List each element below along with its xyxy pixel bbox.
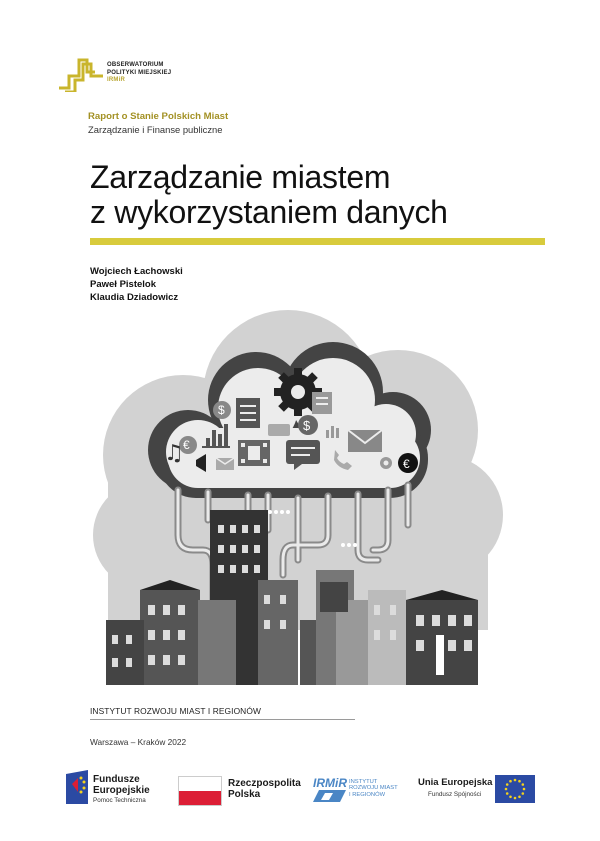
place-year: Warszawa – Kraków 2022 [90,737,187,747]
authors-list [90,265,183,304]
film-icon [238,440,270,466]
rp-name [228,778,301,800]
obserwatorium-logo-icon [57,52,105,92]
chat-icon [268,424,290,436]
title-line-2: z wykorzystaniem danych [90,194,448,230]
fe-line: Europejskie [93,784,150,796]
euro-icon [398,453,418,473]
author: Wojciech Łachowski [90,266,183,277]
institute-name: INSTYTUT ROZWOJU MIAST I REGIONÓW [90,706,261,716]
fe-line: Fundusze [93,774,140,785]
divider [90,719,355,720]
svg-text:$: $ [218,403,225,417]
svg-text:♫: ♫ [164,441,184,466]
rp-line: Rzeczpospolita [228,778,301,789]
building [198,600,236,685]
logo-line: OBSERWATORIUM [107,62,164,68]
document-icon [236,398,260,428]
building [368,590,406,685]
building [336,600,368,685]
author: Klaudia Dziadowicz [90,292,179,303]
title-line-1: Zarządzanie miastem [90,159,391,195]
svg-text:$: $ [303,418,311,433]
mail-icon [216,458,234,470]
irmir-line: INSTYTUT [349,779,378,785]
mail-icon [348,430,382,452]
series-subtitle: Zarządzanie i Finanse publiczne [88,124,223,135]
series-title: Raport o Stanie Polskich Miast [88,111,229,122]
logo-line: IRMiR [107,77,125,84]
fundusze-europejskie-logo-icon [66,770,90,804]
irmir-logo-icon [313,790,346,802]
dollar-icon [298,415,318,435]
irmir-abbr: IRMiR [313,776,347,790]
irmir-line: I REGIONÓW [349,791,386,798]
gear-icon [380,457,392,469]
svg-text:€: € [183,438,190,452]
page-title [90,160,448,230]
ue-name: Unia Europejska [418,777,493,788]
irmir-text [349,779,398,798]
irmir-line: ROZWOJU MIAST [349,785,398,792]
ue-sub: Fundusz Spójności [428,791,482,798]
building [106,620,144,685]
poland-flag-icon [178,776,222,806]
eu-flag-icon [495,775,535,803]
fe-name [93,775,150,796]
title-underline [90,238,545,245]
logo-text [107,62,171,85]
cloud-city-illustration [88,300,508,690]
dollar-icon [213,401,231,419]
music-note-icon [164,441,184,466]
svg-text:€: € [403,457,410,471]
logo-line: POLITYKI MIEJSKIEJ [107,69,172,76]
author: Paweł Pistelok [90,279,157,290]
rp-line: Polska [228,789,261,800]
document-icon [312,392,332,414]
fe-sub: Pomoc Techniczna [93,797,146,804]
